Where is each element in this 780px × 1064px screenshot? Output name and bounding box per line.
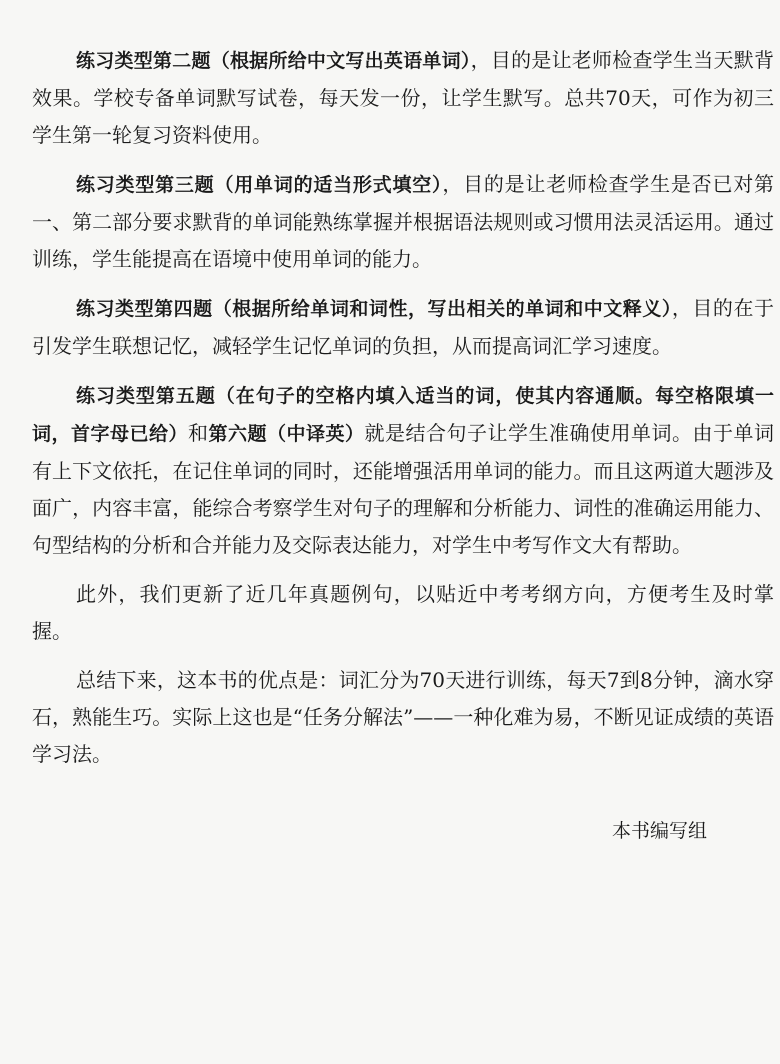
paragraph-lead-secondary: 第六题（中译英）	[208, 423, 365, 445]
paragraph-update-note	[32, 576, 774, 650]
paragraph-type-5-6	[32, 377, 774, 564]
paragraph-type-2	[32, 42, 774, 154]
paragraph-summary	[32, 662, 774, 773]
paragraph-text: ，目的在于引发学生联想记忆，减轻学生记忆单词的负担，从而提高词汇学习速度。	[32, 296, 774, 358]
paragraph-text: ，目的是让老师检查学生当天默背效果。学校专备单词默写试卷，每天发一份，让学生默写。总共70天，可作为初三学生第一轮复习资料使用。	[32, 48, 774, 147]
paragraph-lead: 练习类型第三题（用单词的适当形式填空）	[76, 174, 443, 196]
paragraph-text: 总结下来，这本书的优点是：词汇分为70天进行训练，每天7到8分钟，滴水穿石，熟能生巧。实际上这也是“任务分解法”——一种化难为易，不断见证成绩的英语学习法。	[32, 668, 774, 766]
body-text	[32, 42, 774, 785]
paragraph-type-4	[32, 290, 774, 365]
paragraph-lead: 练习类型第二题（根据所给中文写出英语单词）	[76, 50, 471, 72]
paragraph-text: 此外，我们更新了近几年真题例句，以贴近中考考纲方向，方便考生及时掌握。	[32, 582, 774, 643]
paragraph-text: 就是结合句子让学生准确使用单词。由于单词有上下文依托，在记住单词的同时，还能增强活用单词的能力。而且这两道大题涉及面广，内容丰富，能综合考察学生对句子的理解和分析能力、词性的准确运用能力、句型结构的分析和合并能力及交际表达能力，对学生中考写作文大有帮助。	[32, 421, 774, 557]
signature: 本书编写组	[612, 820, 708, 842]
paragraph-lead: 练习类型第四题（根据所给单词和词性，写出相关的单词和中文释义）	[76, 298, 672, 320]
paragraph-type-3	[32, 166, 774, 278]
paragraph-lead: 练习类型第五题（在句子的空格内填入适当的词，使其内容通顺。每空格限填一词，首字母已给）	[32, 385, 774, 445]
paragraph-connector: 和	[188, 421, 209, 445]
paragraph-text: ，目的是让老师检查学生是否已对第一、第二部分要求默背的单词能熟练掌握并根据语法规则或习惯用法灵活运用。通过训练，学生能提高在语境中使用单词的能力。	[32, 172, 774, 271]
